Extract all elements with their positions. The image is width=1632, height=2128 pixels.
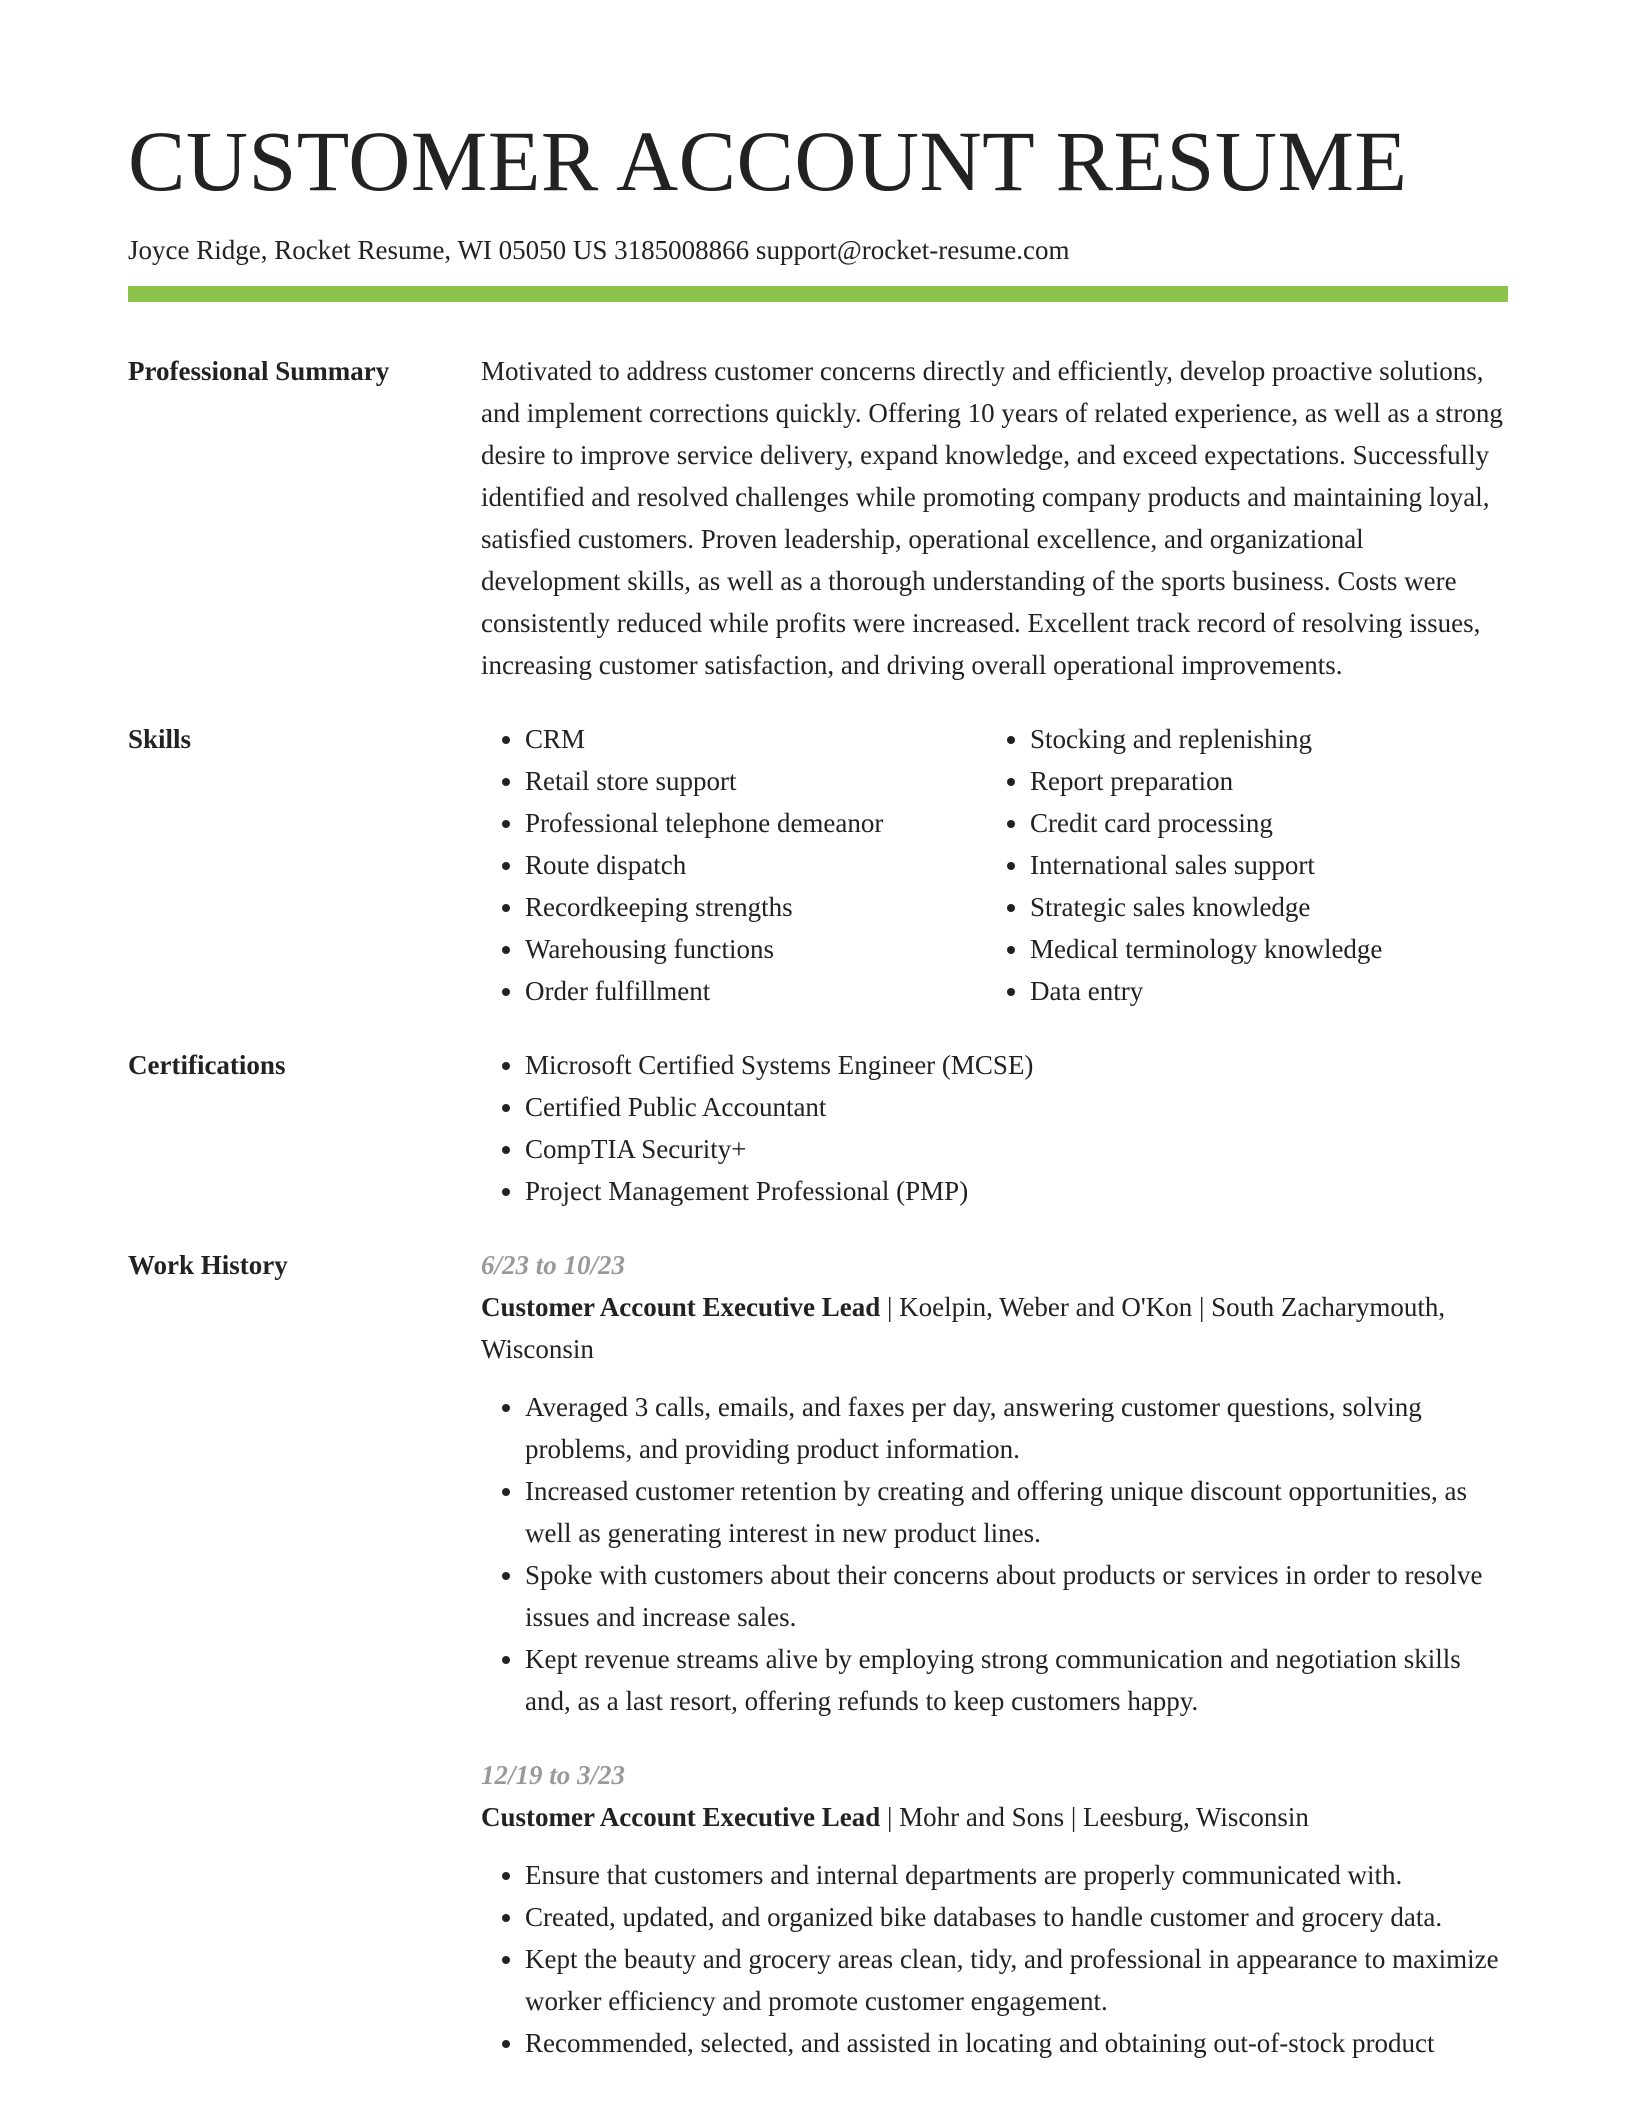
job-bullet: • Spoke with customers about their concerns about products or services in order to resolve issues and increase sales. — [525, 1554, 1508, 1638]
skills-list-2 — [986, 718, 1491, 1012]
resume-title: CUSTOMER ACCOUNT RESUME — [128, 113, 1408, 209]
job-title: Customer Account Executive Lead — [481, 1292, 881, 1322]
certification-item: • Project Management Professional (PMP) — [525, 1170, 1508, 1212]
job-header — [481, 1286, 1508, 1370]
job-bullets — [481, 1854, 1508, 2064]
skills-column-1 — [481, 718, 986, 1012]
job-entry — [481, 1244, 1508, 1722]
skill-item: • International sales support — [1030, 844, 1491, 886]
job-header — [481, 1796, 1508, 1838]
job-bullet: • Created, updated, and organized bike databases to handle customer and grocery data. — [525, 1896, 1508, 1938]
job-details: | Mohr and Sons | Leesburg, Wisconsin — [880, 1802, 1309, 1832]
skills-body — [481, 718, 1508, 1012]
certifications-list — [481, 1044, 1508, 1212]
skill-item: • Credit card processing — [1030, 802, 1491, 844]
work-history-label: Work History — [128, 1250, 288, 1280]
skills-list-1 — [481, 718, 986, 1012]
job-bullet: • Kept revenue streams alive by employing strong communication and negotiation skills and, as a last resort, offering refunds to keep customers happy. — [525, 1638, 1508, 1722]
skills-column-2 — [986, 718, 1491, 1012]
job-dates: 12/19 to 3/23 — [481, 1760, 626, 1790]
skill-item: • Report preparation — [1030, 760, 1491, 802]
resume-content — [128, 350, 1508, 2128]
work-history-body — [481, 1244, 1508, 2096]
work-history-section — [128, 1244, 1508, 2096]
skill-item: • Order fulfillment — [525, 970, 986, 1012]
skill-item: • Medical terminology knowledge — [1030, 928, 1491, 970]
certification-item: • Certified Public Accountant — [525, 1086, 1508, 1128]
skill-item: • Recordkeeping strengths — [525, 886, 986, 928]
accent-divider — [128, 286, 1508, 302]
certification-item: • CompTIA Security+ — [525, 1128, 1508, 1170]
job-bullet: • Averaged 3 calls, emails, and faxes per day, answering customer questions, solving problems, and providing product information. — [525, 1386, 1508, 1470]
skill-item: • CRM — [525, 718, 986, 760]
job-bullet: • Ensure that customers and internal departments are properly communicated with. — [525, 1854, 1508, 1896]
skill-item: • Professional telephone demeanor — [525, 802, 986, 844]
skill-item: • Data entry — [1030, 970, 1491, 1012]
summary-body — [481, 350, 1508, 686]
certification-item: • Microsoft Certified Systems Engineer (MCSE) — [525, 1044, 1508, 1086]
skill-item: • Warehousing functions — [525, 928, 986, 970]
certifications-section — [128, 1044, 1508, 1212]
certifications-body — [481, 1044, 1508, 1212]
summary-label: Professional Summary — [128, 356, 390, 386]
job-title: Customer Account Executive Lead — [481, 1802, 881, 1832]
summary-text: Motivated to address customer concerns directly and efficiently, develop proactive solutions, and implement corrections quickly. Offering 10 years of related experience, as well as a strong desire to improve service delivery, expand knowledge, and exceed expectations. Successfully identified and resolved challenges while promoting company products and maintaining loyal, satisfied customers. Proven leadership, operational excellence, and organizational development skills, as well as a thorough understanding of the sports business. Costs were consistently reduced while profits were increased. Excellent track record of resolving issues, increasing customer satisfaction, and driving overall operational improvements. — [481, 356, 1503, 680]
job-bullet: • Kept the beauty and grocery areas clean, tidy, and professional in appearance to maximize worker efficiency and promote customer engagement. — [525, 1938, 1508, 2022]
summary-section — [128, 350, 1508, 686]
job-bullet: • Recommended, selected, and assisted in locating and obtaining out-of-stock product — [525, 2022, 1508, 2064]
job-bullets — [481, 1386, 1508, 1722]
job-dates: 6/23 to 10/23 — [481, 1250, 626, 1280]
skill-item: • Strategic sales knowledge — [1030, 886, 1491, 928]
job-entry — [481, 1754, 1508, 2064]
skill-item: • Route dispatch — [525, 844, 986, 886]
certifications-label: Certifications — [128, 1050, 286, 1080]
skills-label: Skills — [128, 724, 192, 754]
job-bullet: • Increased customer retention by creating and offering unique discount opportunities, as well as generating interest in new product lines. — [525, 1470, 1508, 1554]
skill-item: • Retail store support — [525, 760, 986, 802]
skill-item: • Stocking and replenishing — [1030, 718, 1491, 760]
contact-info: Joyce Ridge, Rocket Resume, WI 05050 US 3185008866 support@rocket-resume.com — [128, 235, 1070, 265]
job-details: | Koelpin, Weber and O'Kon | South Zacharymouth, Wisconsin — [481, 1292, 1446, 1364]
skills-section — [128, 718, 1508, 1012]
